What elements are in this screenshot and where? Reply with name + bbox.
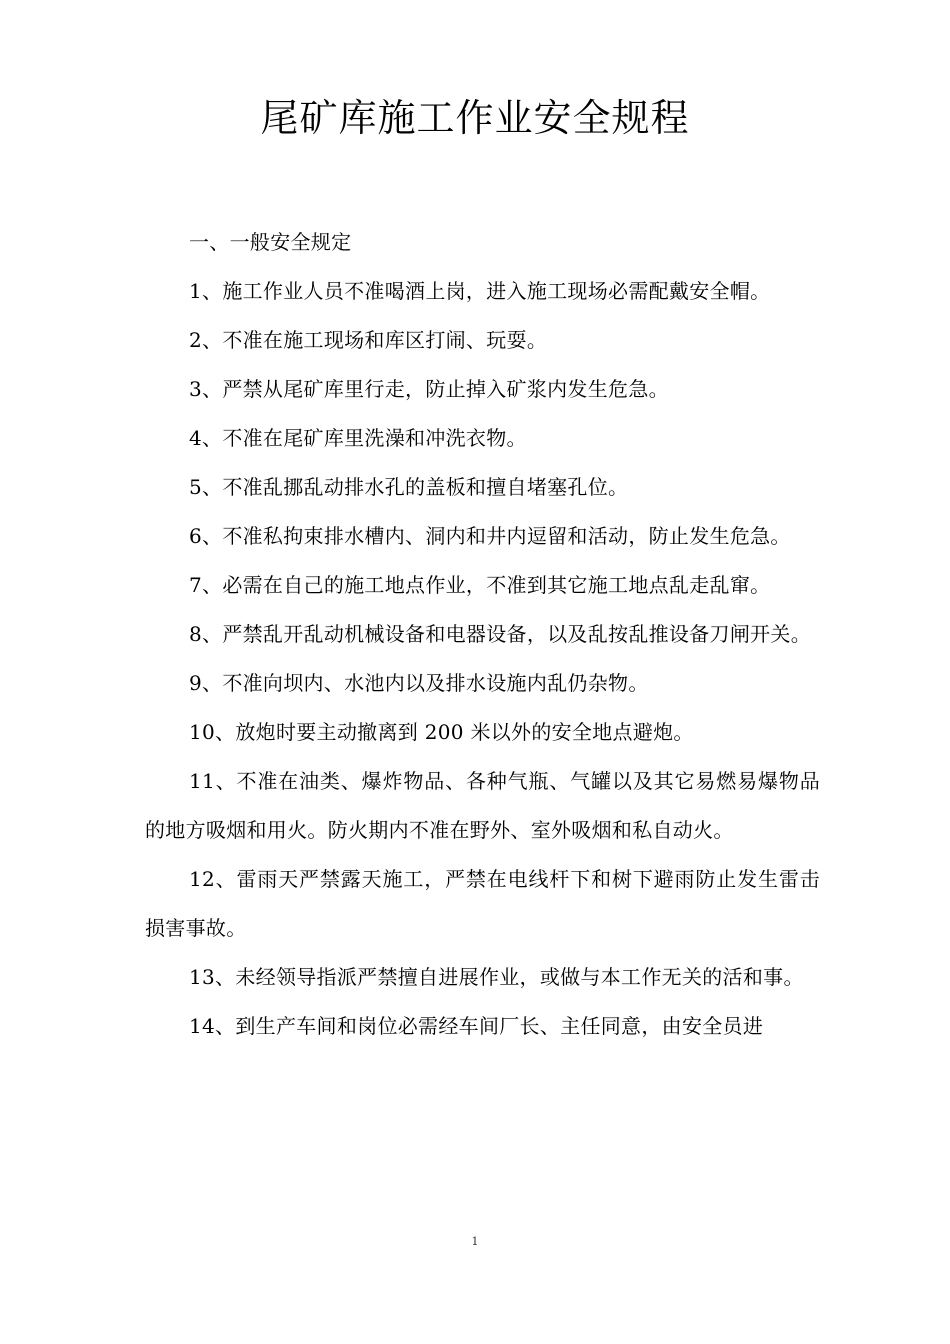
rule-item-9: 9、不准向坝内、水池内以及排水设施内乱仍杂物。 bbox=[189, 671, 649, 695]
rule-item-11: 11、不准在油类、爆炸物品、各种气瓶、气罐以及其它易燃易爆物品的地方吸烟和用火。防火期内不准在野外、室外吸烟和私自动火。 bbox=[145, 769, 820, 842]
rule-item-2: 2、不准在施工现场和库区打闹、玩耍。 bbox=[189, 328, 548, 352]
rule-item-8: 8、严禁乱开乱动机械设备和电器设备，以及乱按乱推设备刀闸开关。 bbox=[189, 622, 812, 646]
page-number: 1 bbox=[471, 1235, 479, 1248]
rule-item-14: 14、到生产车间和岗位必需经车间厂长、主任同意，由安全员进 bbox=[189, 1014, 764, 1038]
rule-item-12: 12、雷雨天严禁露天施工，严禁在电线杆下和树下避雨防止发生雷击损害事故。 bbox=[145, 867, 820, 940]
rule-item-10: 10、放炮时要主动撤离到 200 米以外的安全地点避炮。 bbox=[189, 720, 694, 744]
rule-item-1: 1、施工作业人员不准喝酒上岗，进入施工现场必需配戴安全帽。 bbox=[189, 279, 771, 303]
rule-item-5: 5、不准乱挪乱动排水孔的盖板和擅自堵塞孔位。 bbox=[189, 475, 629, 499]
rule-item-4: 4、不准在尾矿库里洗澡和冲洗衣物。 bbox=[189, 426, 527, 450]
section-heading-general: 一、一般安全规定 bbox=[189, 230, 352, 254]
document-body bbox=[145, 218, 820, 1051]
rule-item-13: 13、未经领导指派严禁擅自进展作业，或做与本工作无关的活和事。 bbox=[189, 965, 804, 989]
rule-item-6: 6、不准私拘束排水槽内、洞内和井内逗留和活动，防止发生危急。 bbox=[189, 524, 791, 548]
rule-item-7: 7、必需在自己的施工地点作业，不准到其它施工地点乱走乱窜。 bbox=[189, 573, 771, 597]
rule-item-3: 3、严禁从尾矿库里行走，防止掉入矿浆内发生危急。 bbox=[189, 377, 669, 401]
document-title: 尾矿库施工作业安全规程 bbox=[260, 96, 690, 140]
